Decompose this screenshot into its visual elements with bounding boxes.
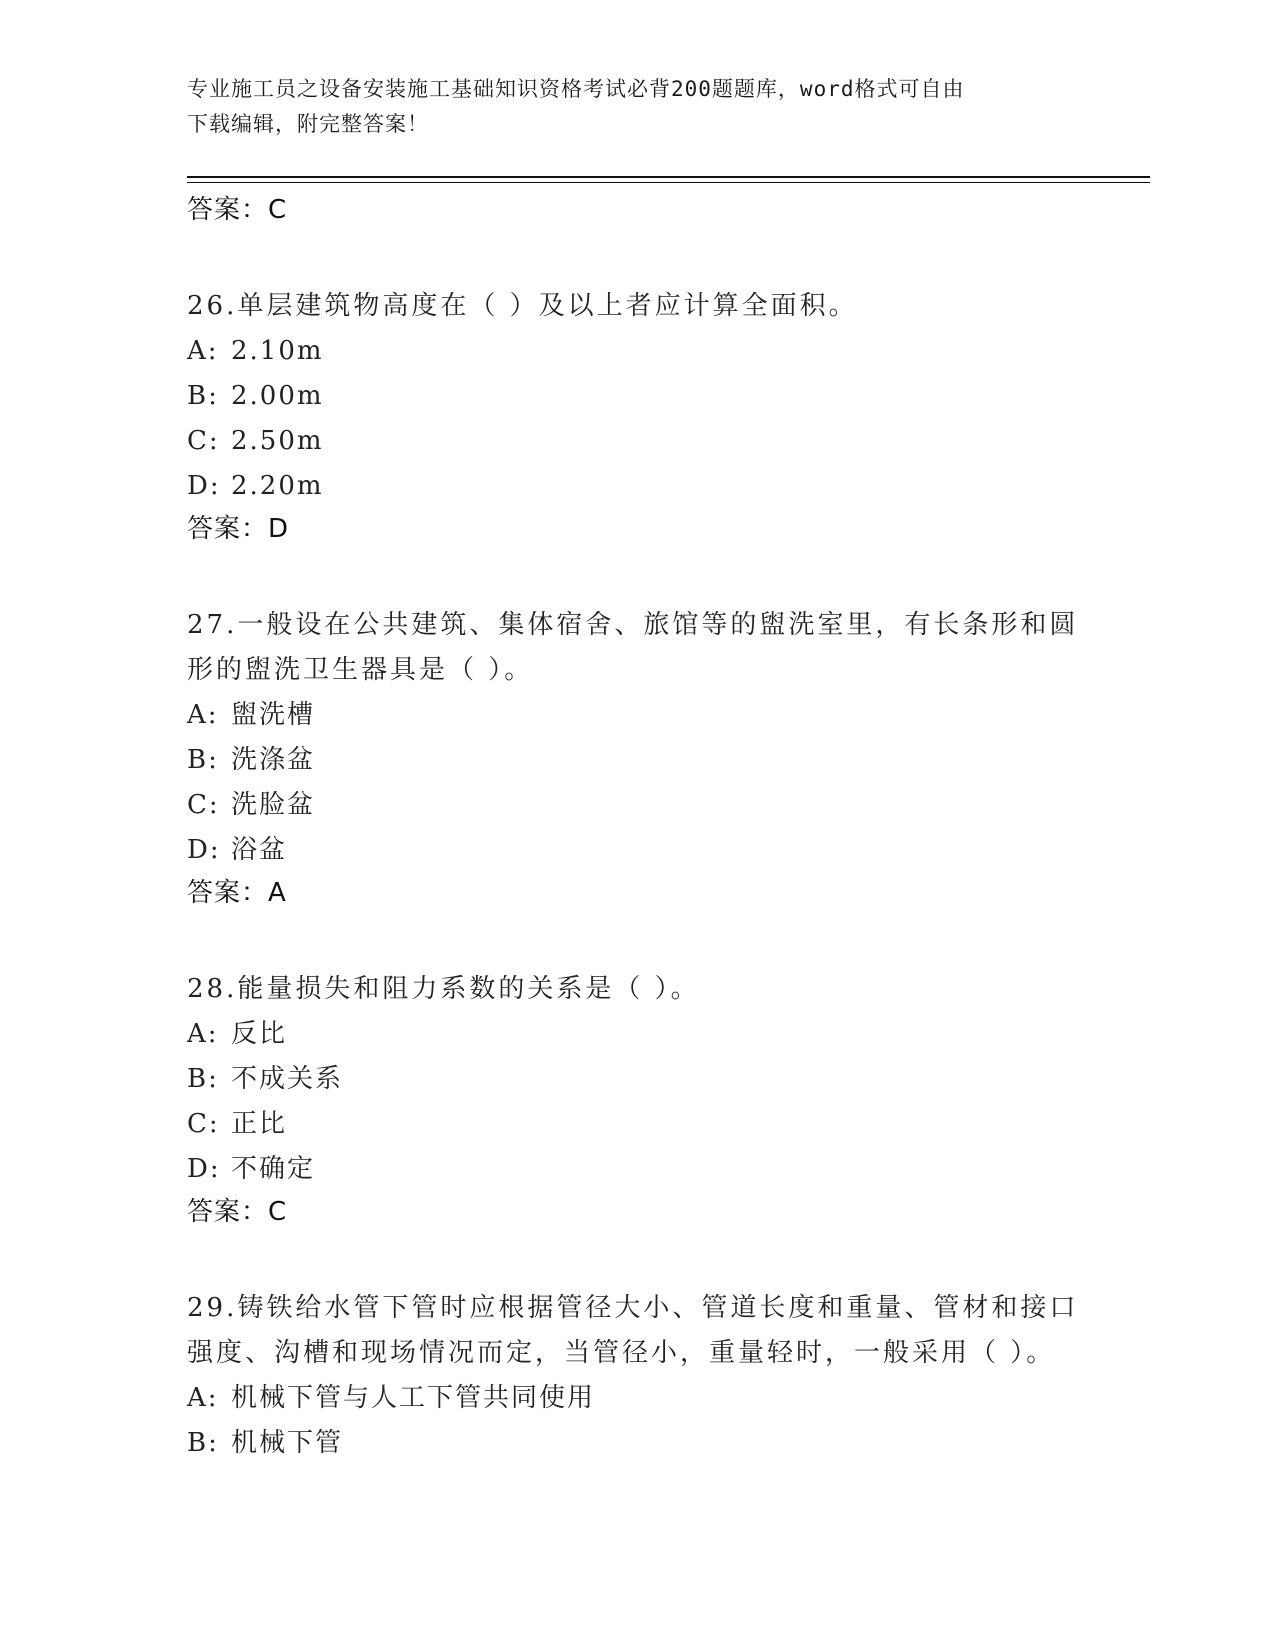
option-key: C:: [187, 790, 220, 820]
header-title-line-2: 下载编辑，附完整答案！: [187, 112, 429, 136]
question-text: 27.一般设在公共建筑、集体宿舍、旅馆等的盥洗室里，有长条形和圆形的盥洗卫生器具是（ ）。: [187, 610, 1079, 685]
document-header: [187, 72, 1067, 142]
option-d: [187, 464, 1087, 509]
option-key: A:: [187, 700, 219, 730]
option-a: [187, 1376, 1087, 1421]
option-value: 机械下管与人工下管共同使用: [231, 1383, 596, 1413]
option-value: 浴盆: [231, 835, 288, 865]
question-28: [187, 967, 1087, 1234]
option-key: D:: [187, 1154, 221, 1184]
option-value: 洗脸盆: [231, 790, 316, 820]
option-a: [187, 1012, 1087, 1057]
option-b: [187, 1057, 1087, 1102]
question-text: 26.单层建筑物高度在（ ）及以上者应计算全面积。: [187, 291, 858, 321]
answer-line: 答案：C: [187, 195, 288, 225]
answer-line: 答案：C: [187, 1197, 288, 1227]
option-key: B:: [187, 745, 219, 775]
option-c: [187, 419, 1087, 464]
option-key: B:: [187, 1064, 219, 1094]
option-value: 2.50m: [231, 426, 324, 456]
option-value: 反比: [231, 1019, 288, 1049]
option-key: C:: [187, 1109, 220, 1139]
question-27: [187, 603, 1087, 915]
option-value: 2.20m: [231, 471, 324, 501]
option-a: [187, 693, 1087, 738]
option-key: D:: [187, 471, 221, 501]
question-text: 29.铸铁给水管下管时应根据管径大小、管道长度和重量、管材和接口强度、沟槽和现场情况而定，当管径小，重量轻时，一般采用（ ）。: [187, 1293, 1079, 1368]
option-d: [187, 828, 1087, 873]
option-key: D:: [187, 835, 221, 865]
question-29: [187, 1286, 1087, 1466]
option-c: [187, 1102, 1087, 1147]
option-c: [187, 783, 1087, 828]
option-b: [187, 1421, 1087, 1466]
option-b: [187, 374, 1087, 419]
question-text: 28.能量损失和阻力系数的关系是（ ）。: [187, 974, 700, 1004]
option-b: [187, 738, 1087, 783]
option-value: 不确定: [231, 1154, 316, 1184]
option-d: [187, 1147, 1087, 1192]
option-key: B:: [187, 381, 219, 411]
option-value: 2.10m: [231, 336, 324, 366]
header-title-line-1: 专业施工员之设备安装施工基础知识资格考试必背200题题库，word格式可自由: [187, 77, 965, 101]
option-key: A:: [187, 1383, 219, 1413]
option-value: 机械下管: [231, 1428, 344, 1458]
answer-line: 答案：A: [187, 878, 287, 908]
question-list: [187, 190, 1087, 1466]
option-value: 盥洗槽: [231, 700, 316, 730]
option-value: 洗涤盆: [231, 745, 316, 775]
header-divider-thick: [187, 176, 1150, 178]
answer-line: 答案：D: [187, 514, 290, 544]
option-value: 正比: [231, 1109, 288, 1139]
header-divider-thin: [187, 182, 1150, 183]
option-key: C:: [187, 426, 220, 456]
option-a: [187, 329, 1087, 374]
option-value: 2.00m: [231, 381, 324, 411]
option-key: B:: [187, 1428, 219, 1458]
option-key: A:: [187, 336, 219, 366]
option-key: A:: [187, 1019, 219, 1049]
option-value: 不成关系: [231, 1064, 344, 1094]
question-26: [187, 284, 1087, 551]
